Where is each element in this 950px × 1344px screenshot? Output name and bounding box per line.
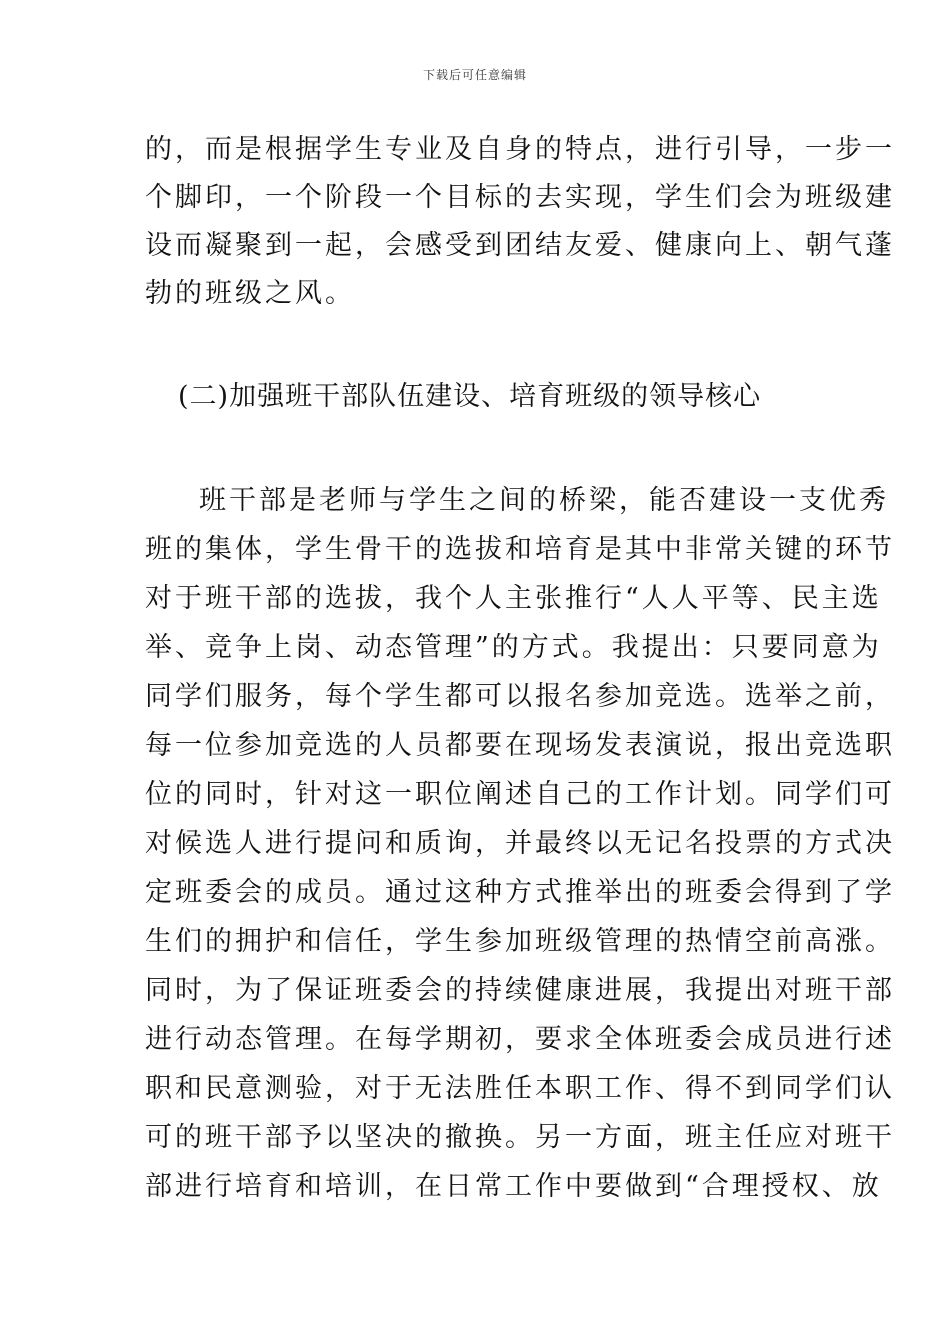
paragraph-line: 定班委会的成员。通过这种方式推举出的班委会得到了学	[145, 877, 895, 908]
paragraph-line: 位的同时，针对这一职位阐述自己的工作计划。同学们可	[145, 779, 895, 810]
paragraph-line: 部进行培育和培训，在日常工作中要做到“合理授权、放	[145, 1171, 882, 1202]
paragraph-line: 设而凝聚到一起，会感受到团结友爱、健康向上、朝气蓬	[145, 230, 895, 261]
paragraph-line: 对候选人进行提问和质询，并最终以无记名投票的方式决	[145, 828, 895, 859]
page-header-note: 下载后可任意编辑	[422, 68, 527, 82]
paragraph-line: 生们的拥护和信任，学生参加班级管理的热情空前高涨。	[145, 926, 895, 957]
paragraph-line: 班的集体，学生骨干的选拔和培育是其中非常关键的环节	[145, 534, 895, 565]
paragraph-line: 班干部是老师与学生之间的桥梁，能否建设一支优秀	[199, 485, 889, 516]
paragraph-line: 同时，为了保证班委会的持续健康进展，我提出对班干部	[145, 975, 895, 1006]
section-heading: (二)加强班干部队伍建设、培育班级的领导核心	[178, 381, 762, 412]
paragraph-line: 举、竞争上岗、动态管理”的方式。我提出：只要同意为	[145, 632, 882, 663]
paragraph-line: 勃的班级之风。	[145, 278, 355, 309]
paragraph-line: 个脚印，一个阶段一个目标的去实现，学生们会为班级建	[145, 182, 895, 213]
paragraph-line: 同学们服务，每个学生都可以报名参加竞选。选举之前，	[145, 681, 895, 712]
paragraph-line: 进行动态管理。在每学期初，要求全体班委会成员进行述	[145, 1024, 895, 1055]
paragraph-line: 每一位参加竞选的人员都要在现场发表演说，报出竞选职	[145, 730, 895, 761]
paragraph-line: 对于班干部的选拔，我个人主张推行“人人平等、民主选	[145, 583, 882, 614]
paragraph-line: 的，而是根据学生专业及自身的特点，进行引导，一步一	[145, 134, 895, 165]
paragraph-line: 职和民意测验，对于无法胜任本职工作、得不到同学们认	[145, 1073, 895, 1104]
paragraph-line: 可的班干部予以坚决的撤换。另一方面，班主任应对班干	[145, 1122, 895, 1153]
